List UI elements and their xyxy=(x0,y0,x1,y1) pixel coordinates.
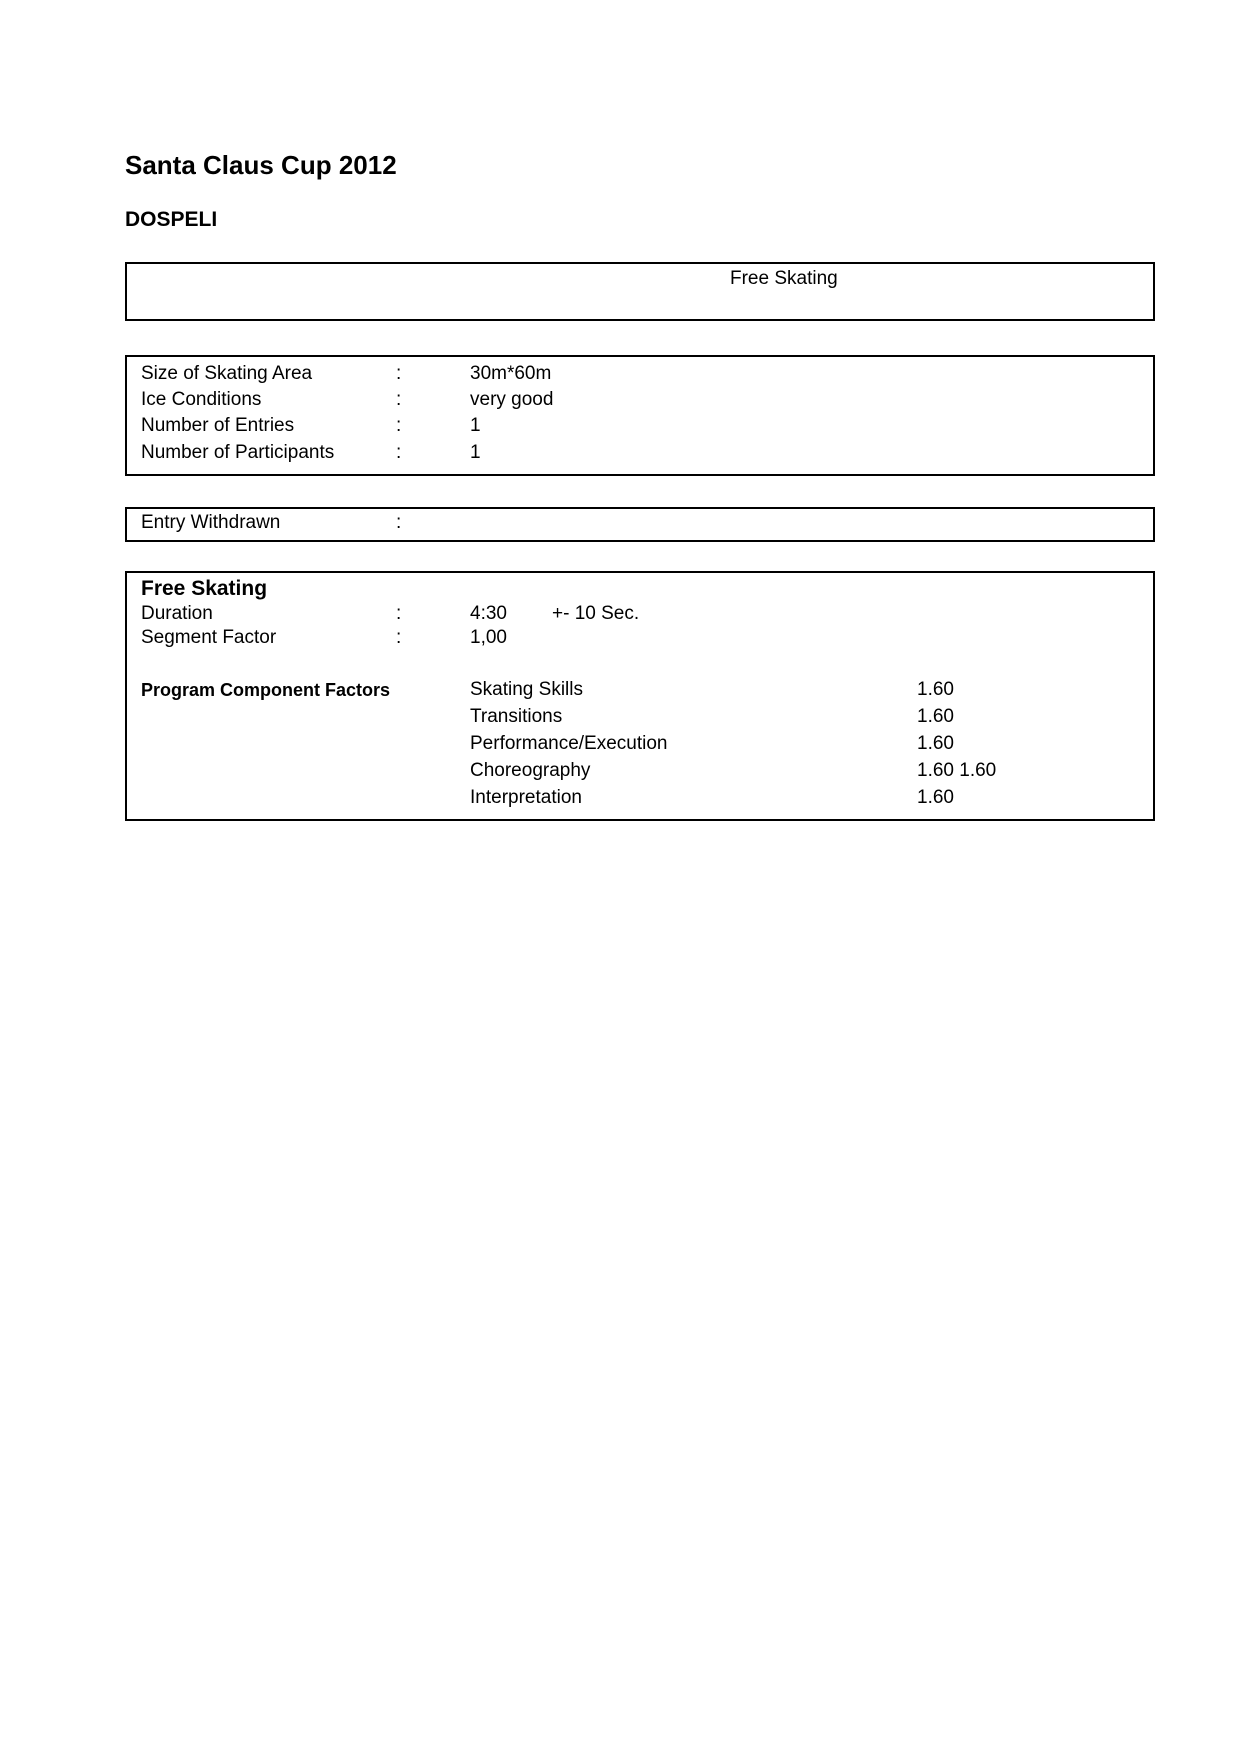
withdrawn-colon: : xyxy=(396,512,402,533)
info-colon: : xyxy=(396,415,402,436)
segment-details-heading: Free Skating xyxy=(141,577,268,600)
withdrawn-label: Entry Withdrawn xyxy=(141,512,281,533)
info-label-entries: Number of Entries xyxy=(141,415,295,436)
duration-colon: : xyxy=(396,603,402,624)
event-title: Santa Claus Cup 2012 xyxy=(125,150,397,180)
info-label-ice-conditions: Ice Conditions xyxy=(141,389,262,410)
segment-name: Free Skating xyxy=(730,268,838,289)
component-factor: 1.60 1.60 xyxy=(917,760,997,781)
info-label-skating-area: Size of Skating Area xyxy=(141,363,313,384)
component-factor: 1.60 xyxy=(917,706,954,727)
component-factor: 1.60 xyxy=(917,679,954,700)
info-value-entries: 1 xyxy=(470,415,481,436)
entry-withdrawn-box xyxy=(125,507,1155,542)
segment-details-box xyxy=(125,571,1155,821)
info-colon: : xyxy=(396,442,402,463)
segment-factor-value: 1,00 xyxy=(470,627,507,648)
segment-factor-colon: : xyxy=(396,627,402,648)
duration-tolerance: +- 10 Sec. xyxy=(552,603,640,624)
competition-info-box xyxy=(125,355,1155,476)
duration-value: 4:30 xyxy=(470,603,507,624)
info-value-ice-conditions: very good xyxy=(470,389,554,410)
component-name: Performance/Execution xyxy=(470,733,668,754)
component-name: Interpretation xyxy=(470,787,582,808)
duration-label: Duration xyxy=(141,603,213,624)
component-name: Skating Skills xyxy=(470,679,583,700)
info-value-skating-area: 30m*60m xyxy=(470,363,552,384)
info-value-participants: 1 xyxy=(470,442,481,463)
component-factor: 1.60 xyxy=(917,787,954,808)
info-colon: : xyxy=(396,389,402,410)
component-name: Transitions xyxy=(470,706,563,727)
segment-factor-label: Segment Factor xyxy=(141,627,277,648)
info-colon: : xyxy=(396,363,402,384)
component-name: Choreography xyxy=(470,760,591,781)
segment-header-box xyxy=(125,262,1155,321)
info-label-participants: Number of Participants xyxy=(141,442,335,463)
component-factor: 1.60 xyxy=(917,733,954,754)
pcf-label: Program Component Factors xyxy=(141,680,391,700)
category-name: DOSPELI xyxy=(125,208,218,231)
